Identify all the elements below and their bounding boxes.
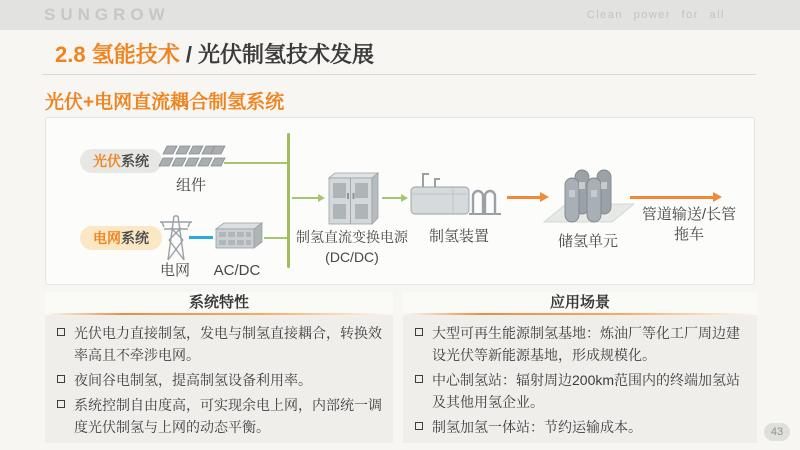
bullet-text: 夜间谷电制氢，提高制氢设备利用率。: [74, 372, 312, 388]
grid-pill-highlight: 电网: [93, 230, 121, 246]
system-features-header: [45, 292, 393, 315]
storage-label: 储氢单元: [557, 233, 618, 250]
pv-pill-highlight: 光伏: [93, 153, 121, 169]
application-scenarios-panel: [403, 292, 757, 443]
header-underline: [45, 313, 393, 315]
hydrogen-storage-tanks-icon: [542, 162, 634, 230]
bus-to-dcdc-arrow: [292, 192, 325, 204]
sungrow-logo: SUNGROW: [44, 5, 170, 24]
pv-system-pill: [80, 149, 162, 173]
list-item: [57, 394, 383, 438]
list-item: [57, 369, 383, 391]
storage-to-transport-arrow: [630, 191, 722, 203]
application-scenarios-title: 应用场景: [549, 294, 610, 311]
bullet-marker: [415, 422, 423, 430]
bullet-text: 大型可再生能源制氢基地：炼油厂等化工厂周边建设光伏等新能源基地，形成规模化。: [432, 325, 740, 363]
acdc-to-bus-line: [264, 237, 287, 239]
system-diagram-card: [45, 117, 755, 285]
list-item: [415, 322, 747, 366]
system-features-panel: [45, 292, 393, 443]
application-scenarios-body: [403, 315, 757, 443]
application-scenarios-header: [403, 292, 757, 315]
dcdc-to-electrolyzer-arrow: [382, 192, 408, 204]
page-title: [55, 38, 374, 69]
bullet-marker: [415, 375, 423, 383]
pv-modules-icon: [158, 144, 226, 172]
system-features-body: [45, 315, 393, 443]
list-item: [415, 369, 747, 413]
grid-label: 电网: [159, 262, 190, 279]
grid-system-pill: [80, 226, 162, 250]
section-subtitle: 光伏+电网直流耦合制氢系统: [45, 92, 285, 113]
grid-pill-rest: 系统: [121, 230, 149, 246]
header-underline: [403, 313, 757, 315]
bullet-marker: [57, 328, 65, 336]
title-divider: [42, 74, 756, 75]
dcdc-label-line1: 制氢直流变换电源: [296, 229, 408, 245]
title-separator: /: [179, 42, 199, 67]
bullet-text: 制氢加氢一体站：节约运输成本。: [432, 419, 642, 435]
bullet-text: 系统控制自由度高，可实现余电上网，内部统一调度光伏制氢与上网的动态平衡。: [74, 397, 382, 435]
page-number-badge: 43: [764, 423, 790, 441]
pv-pill-rest: 系统: [121, 153, 149, 169]
list-item: [57, 322, 383, 366]
bullet-text: 光伏电力直接制氢，发电与制氢直接耦合，转换效率高且不牵涉电网。: [74, 325, 382, 363]
dcdc-label: [286, 227, 418, 267]
dcdc-cabinet-icon: [325, 171, 381, 227]
bullet-marker: [57, 400, 65, 408]
system-features-title: 系统特性: [188, 294, 249, 311]
acdc-label: AC/DC: [213, 262, 261, 279]
bullet-marker: [57, 375, 65, 383]
pv-modules-label: 组件: [175, 177, 206, 194]
list-item: [415, 416, 747, 438]
pv-to-bus-line: [224, 162, 288, 164]
transport-label-line1: 管道输送/长管: [641, 206, 737, 223]
grid-ac-line: [189, 236, 213, 239]
dcdc-label-line2: (DC/DC): [325, 249, 379, 265]
title-main: 光伏制氢技术发展: [198, 42, 375, 67]
electrolyzer-icon: [409, 168, 505, 220]
electrolyzer-label: 制氢装置: [428, 228, 489, 245]
transport-label: [628, 205, 750, 245]
top-bar: [0, 0, 800, 30]
brand-slogan: Clean power for all: [586, 9, 725, 21]
transport-label-line2: 拖车: [673, 226, 704, 243]
title-section-number: 2.8 氢能技术: [55, 42, 180, 67]
bullet-text: 中心制氢站：辐射周边200km范围内的终端加氢站及其他用氢企业。: [432, 372, 741, 410]
acdc-converter-icon: [212, 220, 264, 252]
bullet-marker: [415, 328, 423, 336]
